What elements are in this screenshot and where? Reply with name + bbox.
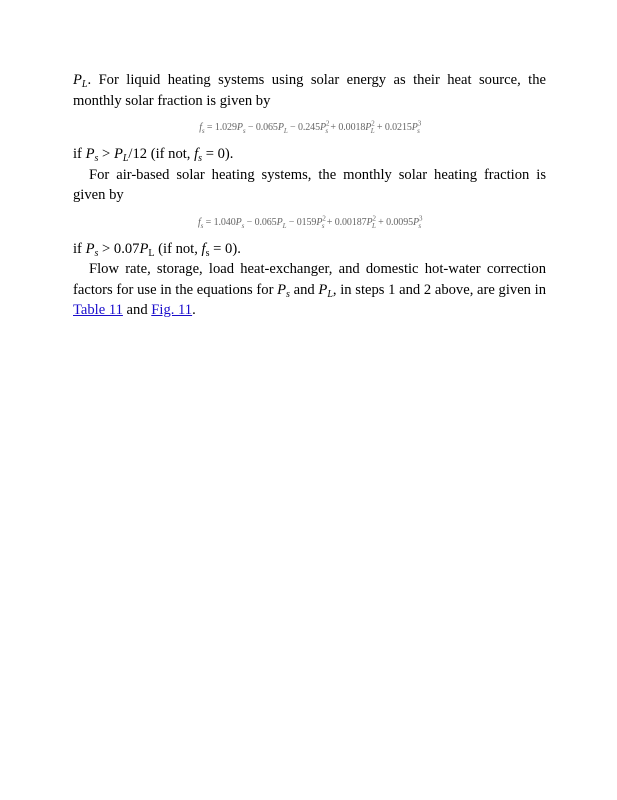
text: = 0). <box>202 146 234 162</box>
eq-sub: s <box>418 221 422 230</box>
document-page <box>73 70 546 321</box>
eq-term: − 0.065 <box>244 216 277 228</box>
eq-sub: L <box>370 127 375 135</box>
sub-s: s <box>205 247 210 259</box>
eq-sub: s <box>200 221 204 230</box>
text: > 0.07 <box>98 240 140 257</box>
eq-sub: L <box>371 221 376 230</box>
eq-term: + 0.0095 <box>375 216 413 228</box>
eq-sub: L <box>282 221 287 230</box>
var-p: P <box>85 146 95 162</box>
sub-s: s <box>94 247 99 259</box>
sub-l: L <box>122 153 129 164</box>
eq-sub: s <box>201 127 205 135</box>
eq-var: P <box>319 122 326 133</box>
eq-sub: L <box>283 127 288 135</box>
paragraph-text: . For liquid heating systems using solar energy as their heat source, the monthly solar fraction is given by <box>73 72 546 109</box>
text: Flow rate, storage, load heat-exchanger, and domestic hot-water correction factors for use in the equations for <box>73 261 546 298</box>
table-11-link[interactable]: Table 11 <box>73 302 123 318</box>
text: = 0). <box>209 240 241 257</box>
eq-sub: s <box>321 221 325 230</box>
eq-sub: s <box>417 127 420 135</box>
paragraph-correction-factors <box>73 259 546 321</box>
text: and <box>289 281 319 298</box>
eq-exp: 3 <box>417 119 422 128</box>
paragraph-air-based: For air-based solar heating systems, the monthly solar heating fraction is given by <box>73 166 546 203</box>
eq-exp: 2 <box>322 214 326 223</box>
text: , in steps 1 and 2 above, are given in <box>332 281 547 298</box>
eq-term: = 1.029 <box>204 122 237 133</box>
eq-term: + 0.00187 <box>324 216 367 228</box>
sub-l: L <box>81 79 88 90</box>
var-f: f <box>194 146 199 162</box>
text: if <box>73 146 86 162</box>
eq-term: − 0159 <box>286 216 317 228</box>
sub-s: s <box>94 153 99 164</box>
text: and <box>122 302 152 318</box>
fig-11-link[interactable]: Fig. 11 <box>151 302 193 318</box>
eq-var: P <box>236 122 243 133</box>
sub-l: L <box>327 288 333 300</box>
eq-var: P <box>276 216 283 228</box>
eq-var: f <box>199 122 202 133</box>
var-p: P <box>277 281 287 298</box>
eq-term: + 0.0018 <box>328 122 366 133</box>
eq-var: P <box>235 216 242 228</box>
sub-s: s <box>198 153 203 164</box>
eq-var: P <box>411 122 418 133</box>
sub-s: s <box>286 288 290 300</box>
var-p: P <box>85 240 95 257</box>
eq-term: − 0.065 <box>245 122 278 133</box>
equation-air-solar-fraction <box>73 213 546 233</box>
eq-exp: 3 <box>419 214 423 223</box>
text: if <box>73 240 86 257</box>
eq-sub: s <box>241 221 245 230</box>
var-p: P <box>139 240 149 257</box>
paragraph-condition-liquid <box>73 144 546 165</box>
eq-var: P <box>316 216 323 228</box>
eq-var: f <box>197 216 201 228</box>
eq-var: P <box>365 122 372 133</box>
text: . <box>192 302 196 318</box>
eq-exp: 2 <box>372 214 376 223</box>
eq-var: P <box>277 122 284 133</box>
eq-term: − 0.245 <box>287 122 320 133</box>
var-p: P <box>73 72 82 88</box>
sub-l: L <box>148 247 155 259</box>
paragraph-liquid-heating <box>73 70 546 111</box>
text: (if not, <box>154 240 202 257</box>
text: /12 (if not, <box>128 146 195 162</box>
eq-term: + 0.0215 <box>374 122 412 133</box>
equation-liquid-solar-fraction <box>73 118 546 138</box>
var-p: P <box>113 146 123 162</box>
var-p: P <box>318 281 328 298</box>
eq-sub: s <box>242 127 246 135</box>
eq-exp: 2 <box>326 119 330 128</box>
eq-term: = 1.040 <box>203 216 236 228</box>
eq-sub: s <box>325 127 329 135</box>
eq-exp: 2 <box>371 119 375 128</box>
eq-var: P <box>413 216 420 228</box>
eq-var: P <box>366 216 373 228</box>
paragraph-condition-air <box>73 239 546 260</box>
text: > <box>98 146 114 162</box>
var-f: f <box>201 240 206 257</box>
